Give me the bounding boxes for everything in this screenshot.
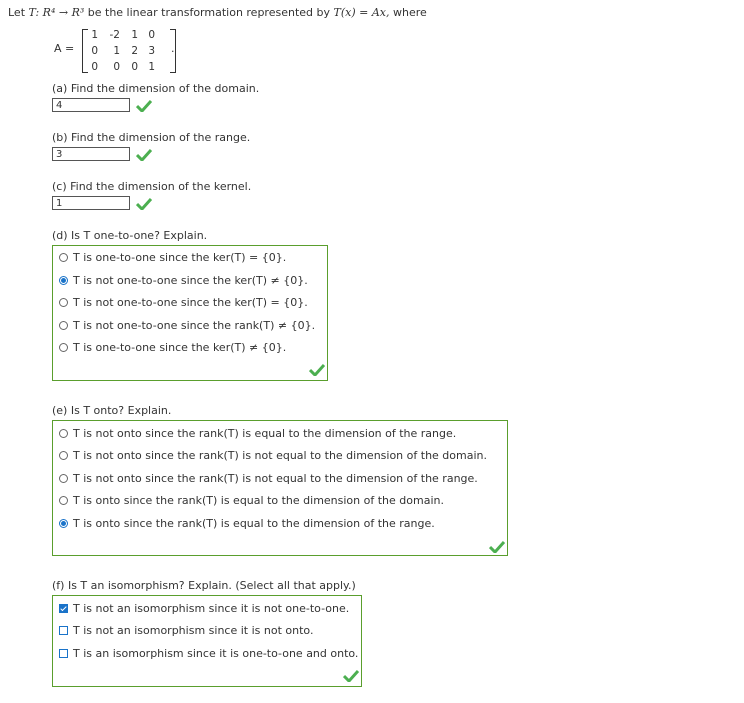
option-label: T is not onto since the rank(T) is not equal to the dimension of the domain. [73, 449, 487, 462]
option-label: T is an isomorphism since it is one-to-one and onto. [73, 647, 359, 660]
option-e-0[interactable] [59, 427, 456, 441]
radio-button[interactable] [59, 474, 68, 483]
option-f-0[interactable] [59, 602, 349, 616]
intro-prefix: Let [8, 6, 26, 19]
matrix-label: A = [54, 42, 75, 55]
option-label: T is onto since the rank(T) is equal to the dimension of the domain. [73, 494, 444, 507]
intro-suffix: where [393, 6, 427, 19]
matrix-cell: -2 [109, 29, 120, 41]
radio-button[interactable] [59, 321, 68, 330]
checkbox[interactable] [59, 649, 68, 658]
radio-button-selected[interactable] [59, 519, 68, 528]
option-label: T is onto since the rank(T) is equal to the dimension of the range. [73, 517, 435, 530]
matrix-cell: 0 [91, 61, 98, 73]
option-label: T is one-to-one since the ker(T) ≠ {0}. [73, 341, 287, 354]
question-b: (b) Find the dimension of the range. [52, 131, 251, 144]
option-e-1[interactable] [59, 449, 487, 463]
question-d: (d) Is T one-to-one? Explain. [52, 229, 208, 242]
answer-a-input[interactable]: 4 [52, 98, 130, 112]
radio-button[interactable] [59, 298, 68, 307]
checkbox-checked[interactable] [59, 604, 68, 613]
option-e-4[interactable] [59, 517, 435, 531]
question-c: (c) Find the dimension of the kernel. [52, 180, 252, 193]
check-icon [136, 198, 152, 210]
option-d-4[interactable] [59, 341, 286, 355]
check-icon [136, 149, 152, 161]
matrix-cell: 1 [91, 29, 98, 41]
matrix-cell: 1 [131, 29, 138, 41]
question-f: (f) Is T an isomorphism? Explain. (Select all that apply.) [52, 579, 356, 592]
matrix-end: . [171, 42, 175, 55]
option-label: T is not an isomorphism since it is not one-to-one. [73, 602, 350, 615]
option-f-2[interactable] [59, 647, 358, 661]
radio-button[interactable] [59, 496, 68, 505]
option-label: T is one-to-one since the ker(T) = {0}. [73, 251, 287, 264]
check-icon [343, 670, 359, 682]
radio-button[interactable] [59, 343, 68, 352]
option-label: T is not onto since the rank(T) is not equal to the dimension of the range. [73, 472, 478, 485]
check-icon [136, 100, 152, 112]
radio-button[interactable] [59, 253, 68, 262]
option-d-1[interactable] [59, 274, 308, 288]
option-e-2[interactable] [59, 472, 478, 486]
matrix-cell: 1 [113, 45, 120, 57]
answer-b-input[interactable]: 3 [52, 147, 130, 161]
matrix-cell: 0 [91, 45, 98, 57]
transformation-map: T: R⁴ → R³ [28, 6, 85, 19]
radio-button[interactable] [59, 429, 68, 438]
question-a: (a) Find the dimension of the domain. [52, 82, 260, 95]
options-box-e [52, 420, 508, 556]
option-label: T is not one-to-one since the rank(T) ≠ {0}. [73, 319, 316, 332]
check-icon [489, 541, 505, 553]
option-d-0[interactable] [59, 251, 286, 265]
option-d-3[interactable] [59, 319, 315, 333]
intro-mid: be the linear transformation represented by [87, 6, 331, 19]
options-box-f [52, 595, 362, 687]
option-d-2[interactable] [59, 296, 308, 310]
option-e-3[interactable] [59, 494, 444, 508]
option-label: T is not an isomorphism since it is not onto. [73, 624, 314, 637]
radio-button[interactable] [59, 451, 68, 460]
matrix-cell: 0 [148, 29, 155, 41]
option-label: T is not onto since the rank(T) is equal to the dimension of the range. [73, 427, 457, 440]
question-e: (e) Is T onto? Explain. [52, 404, 172, 417]
radio-button-selected[interactable] [59, 276, 68, 285]
option-label: T is not one-to-one since the ker(T) = {0}. [73, 296, 308, 309]
options-box-d [52, 245, 328, 381]
answer-c-input[interactable]: 1 [52, 196, 130, 210]
matrix-cell: 0 [113, 61, 120, 73]
matrix-cell: 2 [131, 45, 138, 57]
matrix-cell: 3 [148, 45, 155, 57]
check-icon [309, 364, 325, 376]
checkbox[interactable] [59, 626, 68, 635]
problem-statement [8, 6, 427, 19]
matrix-cell: 1 [148, 61, 155, 73]
matrix-cell: 0 [131, 61, 138, 73]
transformation-formula: T(x) = Ax, [333, 6, 390, 19]
option-label: T is not one-to-one since the ker(T) ≠ {0}. [73, 274, 308, 287]
option-f-1[interactable] [59, 624, 313, 638]
